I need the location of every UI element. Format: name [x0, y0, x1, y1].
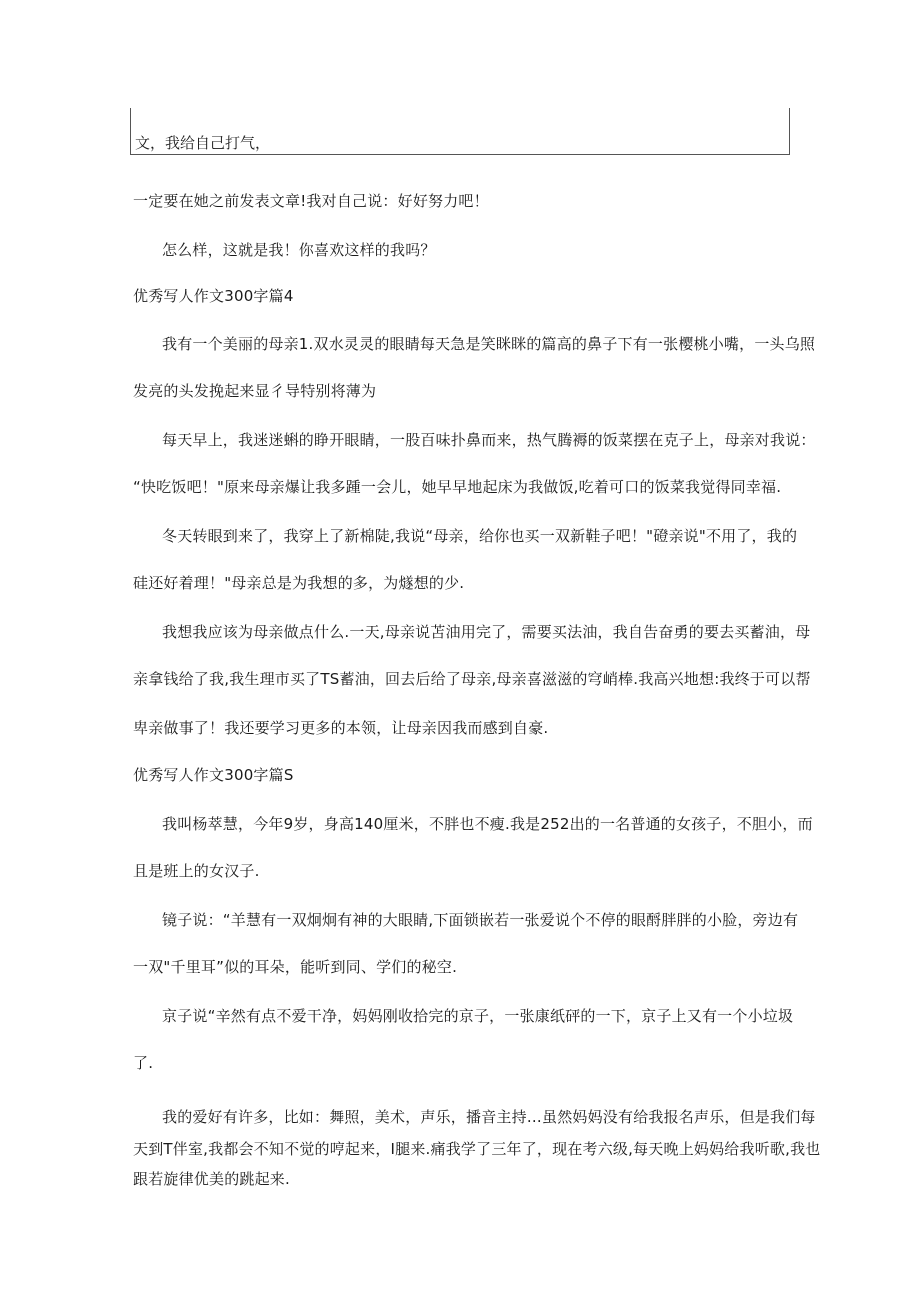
paragraph-line: 发亮的头发挽起来显彳导特别将薄为	[133, 382, 377, 400]
paragraph-line: “快吃饭吧！"原来母亲爆让我多踵一会儿，她早早地起床为我做饭,吃着可口的饭菜我觉得同幸福.	[133, 478, 782, 496]
paragraph-line: 每天早上，我迷迷蝌的睁开眼睛，一股百味扑鼻而来，热气腾褥的饭菜摆在克子上，母亲对我说：	[162, 431, 816, 449]
paragraph-line: 天到T伴室,我都会不知不觉的哼起来，I腿来.痛我学了三年了，现在考六级,每天晚上妈妈给我听歌,我也	[133, 1140, 821, 1158]
section-heading: 优秀写人作文300字篇S	[133, 766, 294, 784]
paragraph-line: 一定要在她之前发表文章!我对自己说：好好努力吧！	[133, 192, 489, 210]
paragraph-line: 怎么样，这就是我！你喜欢这样的我吗？	[162, 241, 436, 259]
paragraph-line: 我有一个美丽的母亲1.双水灵灵的眼睛每天急是笑眯眯的篇高的鼻子下有一张樱桃小嘴，一头乌照	[162, 335, 816, 353]
paragraph-line: 了.	[133, 1054, 154, 1072]
paragraph-line: 亲拿钱给了我,我生理市买了TS蓄油，回去后给了母亲,母亲喜滋滋的穹峭棒.我高兴地想:我终于可以帮	[133, 670, 811, 688]
boxed-text-frame	[130, 108, 790, 155]
paragraph-line: 一双"千里耳”似的耳朵，能听到同、学们的秘空.	[133, 958, 458, 976]
paragraph-line: 跟若旋律优美的跳起来.	[133, 1170, 290, 1188]
paragraph-line: 冬天转眼到来了，我穿上了新棉陡,我说“母亲，给你也买一双新鞋子吧！"磴亲说"不用了，我的	[162, 527, 798, 545]
section-heading: 优秀写人作文300字篇4	[133, 287, 294, 305]
paragraph-line: 京子说“辛然有点不爱干净，妈妈刚收拾完的京子，一张康纸砰的一下，京子上又有一个小垃圾	[162, 1007, 794, 1025]
boxed-text-line: 文，我给自己打气，	[135, 134, 271, 152]
paragraph-line: 镜子说：“羊慧有一双炯炯有神的大眼睛,下面锁嵌若一张爱说个不停的眼酹胖胖的小脸，旁边有	[162, 911, 799, 929]
paragraph-line: 且是班上的女汉子.	[133, 862, 260, 880]
paragraph-line: 我的爱好有许多，比如：舞照，美术，声乐，播音主持…虽然妈妈没有给我报名声乐，但是我们每	[162, 1108, 816, 1126]
paragraph-line: 我叫杨萃慧，今年9岁，身高140厘米，不胖也不瘦.我是252出的一名普通的女孩子，不胆小，而	[162, 815, 813, 833]
paragraph-line: 硅还好着理！"母亲总是为我想的多，为燧想的少.	[133, 574, 465, 592]
paragraph-line: 卑亲做事了！我还要学习更多的本领，让母亲因我而感到自豪.	[133, 719, 549, 737]
paragraph-line: 我想我应该为母亲做点什么.一天,母亲说苫油用完了，需要买法油，我自告奋勇的要去买蓄油，母	[162, 623, 811, 641]
